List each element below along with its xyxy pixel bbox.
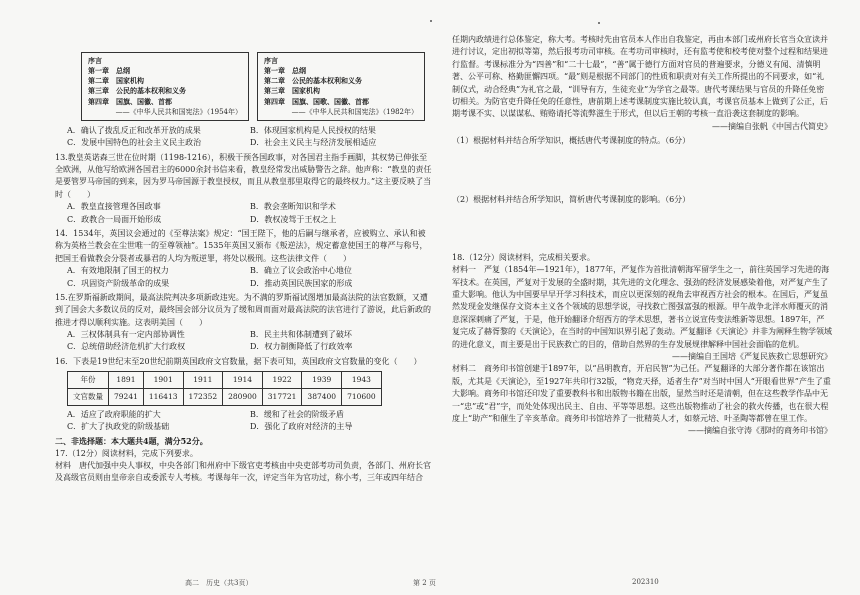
option-a[interactable]: A．适应了政府职能的扩大: [67, 409, 161, 419]
table-cell: 1914: [223, 372, 263, 389]
box-line: 第三章 国家机构: [264, 86, 320, 96]
question-18-heading: 18.（12分）阅读材料，完成相关要求。: [452, 252, 595, 262]
constitution-1982-box: [257, 52, 425, 121]
material-source: ——摘编自张守涛《那时的商务印书馆》: [688, 426, 832, 436]
left-column: [55, 52, 433, 485]
table-cell: 文官数量: [68, 388, 109, 405]
q13-options: [55, 201, 433, 226]
answer-space[interactable]: [452, 206, 832, 252]
section-heading: 二、非选择题：本大题共4题，满分52分。: [55, 436, 208, 447]
box-source: ——《中华人民共和国宪法》（1982年）: [291, 107, 418, 116]
option-d[interactable]: D．教权凌驾于王权之上: [250, 214, 337, 224]
table-row: [68, 372, 382, 389]
table-cell: 1891: [109, 372, 144, 389]
question-17-heading: 17.（12分）阅读材料，完成下列要求。: [55, 448, 198, 458]
table-cell: 1939: [302, 372, 342, 389]
box-line: 第三章 公民的基本权利和义务: [88, 86, 186, 96]
table-cell: 387400: [302, 388, 342, 405]
q15-options: [55, 329, 433, 354]
scan-dot: [598, 22, 600, 24]
option-b[interactable]: B．教会垄断知识和学术: [250, 202, 336, 212]
option-c[interactable]: C．发展中国特色的社会主义民主政治: [67, 138, 202, 148]
box-line: 第二章 公民的基本权利和义务: [264, 76, 362, 86]
box-line: 序言: [88, 56, 102, 65]
table-cell: 280900: [223, 388, 263, 405]
material-source: ——摘编自张帆《中国古代简史》: [712, 121, 832, 131]
right-column: [452, 34, 832, 438]
box-line: 序言: [264, 56, 278, 65]
table-cell: 1901: [143, 372, 183, 389]
option-a[interactable]: A．三权体制具有一定内部协调性: [67, 330, 185, 340]
box-source: ——《中华人民共和国宪法》（1954年）: [115, 107, 242, 116]
question-17-part-1: （1）根据材料并结合所学知识，概括唐代考课制度的特点。（6分）: [452, 136, 691, 146]
question-18-material-2: 材料二 商务印书馆创建于1897年，以“昌明教育，开启民智”为己任。严复翻译的大部分著作都在该馆出版，尤其是《天演论》，至1927年共印行32版，“物竞天择，适者生存”对当时中国人“开眼看世界”产生了重大影响。商务印书馆还印发了重要教科书和出版物书籍在出版，显然当时还是清朝，但在这些教学作品中无一“忠”或“君”字，而处处体现出民主、自由、平等等思想。这些出版物推动了社会的救火传播，也在很大程度上“助产”和催生了辛亥革命。商务印书馆培养了一批精英人才，如蔡元培、叶圣陶等都曾在里工作。: [452, 364, 831, 423]
question-13: 13.教皇英诺森三世在位时期（1198-1216），积极干预各国政事，对各国君主指手画脚，其权势已伸张至全欧洲，从他写给欧洲各国君主的6000余封书信来看，教皇经常发出威胁警告之辞。他声称：“教皇的责任是要管罗马帝国的到来，因为罗马帝国源于教皇授权，而且从教皇那里取得它的最终权力。”这主要反映了当时（ ）: [55, 152, 432, 199]
option-b[interactable]: B．民主共和体制遭到了破坏: [250, 330, 352, 340]
option-d[interactable]: D．权力制衡降低了行政效率: [250, 342, 353, 352]
option-c[interactable]: C．巩固资产阶级革命的成果: [67, 278, 170, 288]
table-cell: 79241: [109, 388, 144, 405]
question-17-part-2: （2）根据材料并结合所学知识，简析唐代考课制度的影响。（6分）: [452, 194, 691, 204]
option-c[interactable]: C．总统借助经济危机扩大行政权: [67, 342, 186, 352]
box-line: 第一章 总纲: [88, 66, 130, 76]
constitution-comparison: [81, 52, 433, 121]
option-d[interactable]: D．社会主义民主与经济发展相适应: [250, 138, 377, 148]
constitution-1954-box: [81, 52, 249, 121]
box-line: 第二章 国家机构: [88, 76, 144, 86]
option-c[interactable]: C．扩大了执政党的阶级基础: [67, 421, 170, 431]
q12-options: [55, 125, 433, 150]
table-row: [68, 388, 382, 405]
table-cell: 1911: [183, 372, 223, 389]
question-17-material-continued: 任期内政绩进行总体鉴定，称大考。考核时先由官员本人作出自我鉴定，再由本部门或州府长官当众宣读并进行讨议，定出初拟等第，然后报考功司审核。在考功司审核时，还有监考使和校考使对整个过程和结果进行监督。考课标准分为“四善”和“二十七最”，“善”属于德行方面对官员的普遍要求，分德义有闻、清慎明著、公平可称、格勤匪懈四项。“最”则是根据不同部门的性质和职责对有关工作所提出的不同要求，如“礼制仪式，动合经典”为礼官之最，“训导有方，生徒充业”为学官之最等。唐代考课结果与官员的升降任免密切相关。为防官吏升降任免的任意性，唐前期上述考课制度实施比较认真，考课官员基本上做到了公正，后期考课不实、以谋谋私、贿赂请托等流弊滋生于形式，但以后王朝的考核一直沿袭这套制度的影响。: [452, 35, 828, 119]
option-b[interactable]: B．确立了议会政治中心地位: [250, 266, 352, 276]
box-line: 第四章 国旗、国徽、首都: [88, 96, 172, 106]
q14-options: [55, 265, 433, 290]
table-cell: 年份: [68, 372, 109, 389]
box-line: 第一章 总纲: [264, 66, 306, 76]
footer-page-number: 第 2 页: [413, 579, 436, 587]
option-a[interactable]: A．有效地限制了国王的权力: [67, 266, 169, 276]
table-cell: 1922: [262, 372, 302, 389]
footer-subject: 高二 历史（共3页）: [185, 579, 253, 587]
scan-dot: [430, 20, 432, 22]
option-d[interactable]: D．推动英国民族国家的形成: [250, 278, 353, 288]
q16-options: [55, 409, 433, 434]
material-source: ——摘编自王国培《严复民族救亡思想研究》: [672, 352, 832, 362]
question-16: 16．下表是19世纪末至20世纪前期英国政府文官数量，据下表可知，英国政府文官数量的变化（ ）: [55, 356, 422, 366]
table-cell: 172352: [183, 388, 223, 405]
answer-space[interactable]: [452, 148, 832, 194]
table-cell: 1943: [342, 372, 382, 389]
option-b[interactable]: B．缓和了社会的阶级矛盾: [250, 409, 344, 419]
option-b[interactable]: B．体现国家机构是人民授权的结果: [250, 125, 376, 135]
question-14: 14．1534年，英国议会通过的《至尊法案》规定：“国王陛下，他的后嗣与继承者，应被购立、承认和被称为英格兰教会在尘世唯一的至尊领袖”。1535年英国又颁布《叛逆法》，规定蓄意使国王的尊严与称号，把国王看做教会分裂者或暴君的人均为叛逆罪，将处以极刑。这些法律文件（ ）: [55, 228, 428, 263]
civil-servant-table: [67, 371, 382, 405]
option-a[interactable]: A．确认了拨乱反正和改革开放的成果: [67, 125, 201, 135]
table-cell: 317721: [262, 388, 302, 405]
question-17-material: 材料 唐代加强中央人事权，中央各部门和州府中下级官吏考核由中央吏部考功司负责，各部门、州府长官及高级官员则由皇帝亲自或委派专人考核。考课每年一次，评定当年为官功过，称小考，三年或四年结合: [55, 461, 431, 483]
box-line: 第四章 国旗、国歌、国徽、首都: [264, 96, 369, 106]
footer-code: 202310: [632, 578, 659, 586]
table-cell: 116413: [143, 388, 183, 405]
question-15: 15.在罗斯福新政期间，最高法院判决多项新政违宪。为不满的罗斯福试图增加最高法院的法官数额，又遭到了国会大多数议员的反对，最终国会部分议员为了缓和周而面对最高法院的法官进行了游说，此后新政的推进才得以顺利实施。这表明美国（ ）: [55, 292, 431, 327]
table-cell: 710600: [342, 388, 382, 405]
option-a[interactable]: A．教皇直接管理各国政事: [67, 202, 161, 212]
question-18-material-1: 材料一 严复（1854年—1921年），1877年，严复作为首批清朝海军留学生之一，前往英国学习先进的海军技术。在英国，严复对于发展的全盛时期，其先进的文化理念、强劲的经济发展感染着他，对严复产生了重大影响。他认为中国要早早开学习科技术，而应以更深刻的视角去审视西方社会的根本。在国后，严复虽然发现金发继保存文资本主义各个领域的思想学说，寻找救亡图强富强的根源。甲午战争北洋水师覆灭的消息深深刺痛了严复，于是，他开始翻译介绍西方的学术思想，著书立说宣传变法维新等思想。1897年，严复完成了赫胥黎的《天演论》，在当时的中国知识界引起了轰动。严复翻译《天演论》并非为阐释生物学领域的进化意义，而主要是出于民族救亡的目的，借助自然界的生存发展规律解释中国社会面临的危机。: [452, 265, 832, 349]
option-d[interactable]: D．强化了政府对经济的主导: [250, 421, 353, 431]
option-c[interactable]: C．政教合一局面开始形成: [67, 214, 162, 224]
